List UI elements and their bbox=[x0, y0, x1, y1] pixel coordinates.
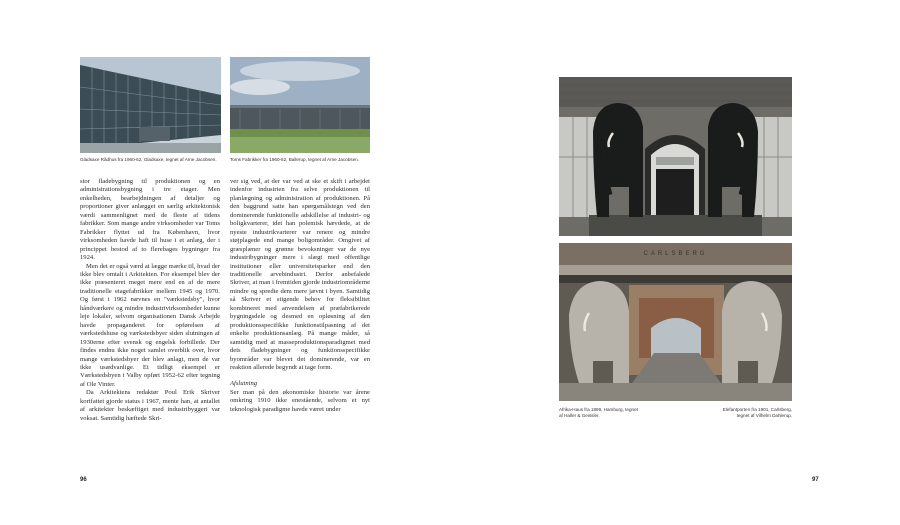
gate-sign-text: CARLSBERG bbox=[643, 251, 708, 257]
gladsaxe-caption: Gladsaxe Rådhus fra 1960-62, Gladsaxe, tegnet af Arne Jacobsen. bbox=[80, 157, 217, 162]
elefantporten-photo bbox=[559, 243, 792, 401]
gladsaxe-radhus-photo bbox=[80, 57, 221, 153]
text-column-2 bbox=[230, 178, 370, 414]
elefantporten-caption: Elefantporten fra 1901, Carlsberg, tegnet af Vilhelm Dahlerup. bbox=[722, 407, 792, 418]
section-heading: Afslutning bbox=[230, 380, 258, 388]
paragraph: ver sig ved, at der var ved at ske et skift i arbejdet indenfor industrien fra selve produktionen til planlægning og administration af produktionen. På den baggrund satte han spørgsmålstegn ved den dominerende funktionelle adskillelse af industri- og boligkvarterer, idet han polemisk hævdede, at de nyeste industrikvarterer var renere og mindre støjplagede end mange boligområder. Omgivet af græsplæner og grønne bevoksninger var de nye industribygninger mere i slægt med offentlige institutioner eller universitetsparker end den traditionelle arvebindustri. Derfor anbefalede Skriver, at man i fremtiden gjorde industriområderne mindre og spredte dem mere jævnt i byen. Samtidig så Skriver et stigende behov for fleksibilitet kombineret med anvendelsen af præfabrikerede bygningsdele og desmed en opløsning af den produktionsspecifikke funktionstilpasning af det enkelte produktionsanlæg. På mange måder, så samtidig med at masseproduktionsparadigmet med dets fladebygninger og funktionsspecifikke byområder var blevet det dominerende, var en reaktion allerede begyndt at tage form. bbox=[230, 178, 370, 371]
page-number: 96 bbox=[80, 477, 87, 483]
afrika-haus-photo bbox=[559, 77, 792, 236]
right-page bbox=[450, 0, 900, 525]
paragraph: stor fladebygning til produktionen og en administrationsbygning i tre etager. Men enkelheden, bearbejdningen af detaljer og proportioner giver anlægget en særlig arkitektonisk værdi sammenlignet med de fleste af tidens fabrikker. Som mange andre virksomheder var Toms Fabrikker flyttet ud fra København, hvor virksomheden havde haft til huse i et anlæg, der i princippet bestod af to flerebages bygninger fra 1924. bbox=[80, 178, 220, 262]
toms-fabrikker-photo bbox=[230, 57, 370, 153]
page-number: 97 bbox=[812, 477, 819, 483]
paragraph: Ser man på den økonomiske historie var årene omkring 1910 ikke enestående, selvom et nyt teknologisk paradigme havde været under bbox=[230, 388, 370, 413]
toms-caption: Toms Fabrikker fra 1960-62, Ballerup, tegnet af Arne Jacobsen. bbox=[230, 157, 359, 162]
paragraph: Men det er også værd at lægge mærke til, hvad der ikke blev omtalt i Arkitekten. For eksempel blev der ikke præsenteret meget mere end en af de mere traditionelle etagefabrikker mellem 1945 og 1970. Og først i 1962 nævnes en "værkstedsby", hvor håndværkere og mindre industrivirksomheder kunne leje lokaler, selvom organisationen Dansk Arbejde havde propaganderet for opførelsen af værkstedshuse og værkstedsbyer siden slutningen af 1930erne efter svensk og engelsk forbillede. Der findes endnu ikke noget samlet overblik over, hvor mange værkstedsbyer der blev anlagt, men de var ikke usædvanlige. Et tidligt eksempel er Værkstedsbyen i Valby opført 1952-62 efter tegning af Ole Vinter. bbox=[80, 262, 220, 388]
afrika-haus-caption: Afrika-Haus fra 1899, Hamburg, tegnet af Haller & Geissler. bbox=[559, 407, 638, 418]
paragraph: Da Arkitektens redaktør Poul Erik Skriver kortfattet gjorde status i 1967, mente han, at antallet af arkitekter beskæftiget med industribyggeri var voksat. Samtidig hæftede Skri- bbox=[80, 389, 220, 422]
text-column-1 bbox=[80, 178, 220, 423]
